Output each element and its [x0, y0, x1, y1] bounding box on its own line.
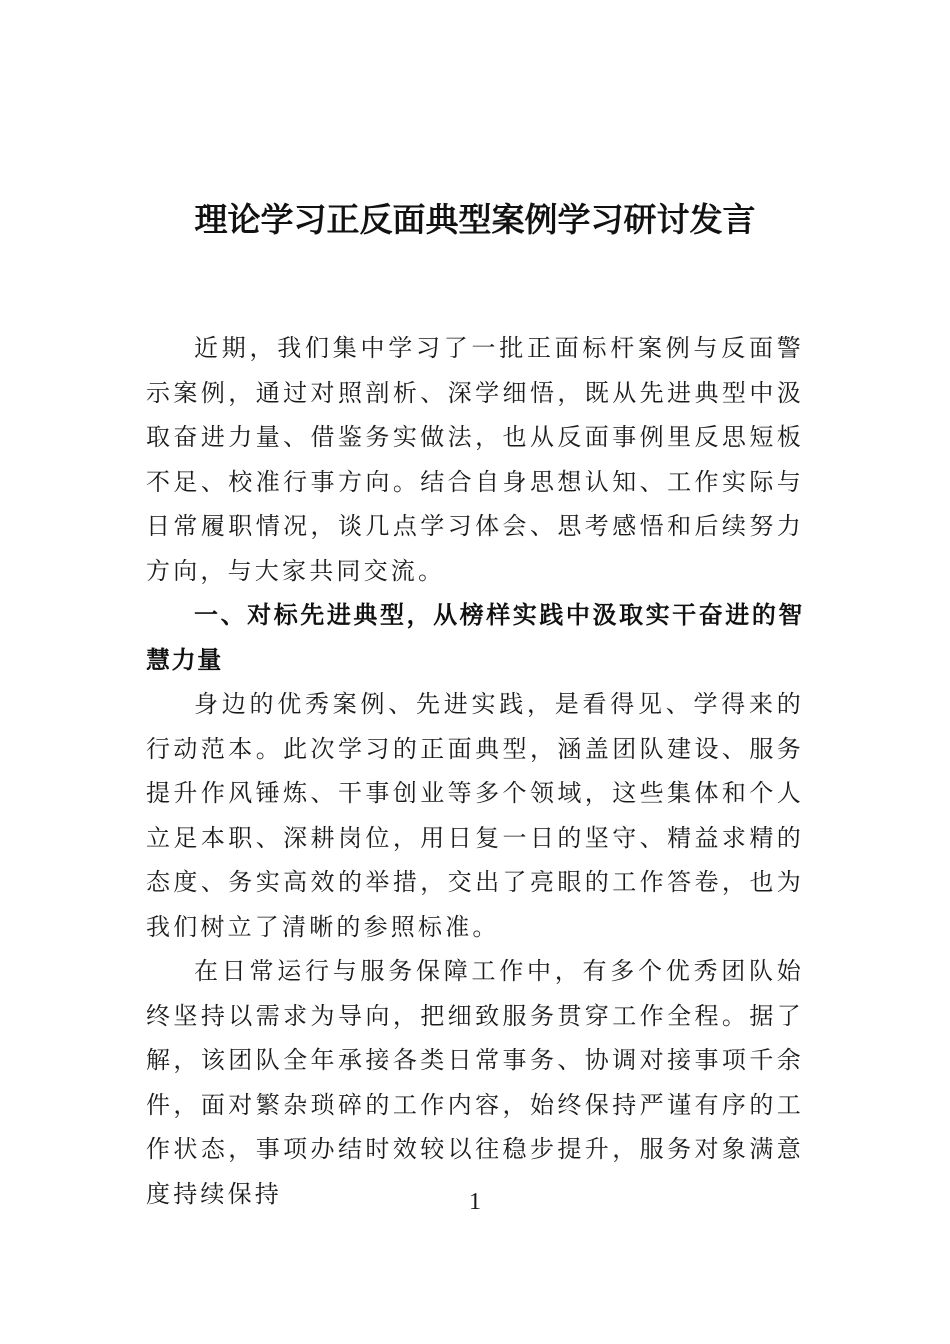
document-body — [146, 326, 804, 1216]
document-title: 理论学习正反面典型案例学习研讨发言 — [194, 200, 756, 239]
body-paragraph-2: 在日常运行与服务保障工作中，有多个优秀团队始终坚持以需求为导向，把细致服务贯穿工作全程。据了解，该团队全年承接各类日常事务、协调对接事项千余件，面对繁杂琐碎的工作内容，始终保持严谨有序的工作状态，事项办结时效较以往稳步提升，服务对象满意度持续保持 — [146, 957, 804, 1208]
body-paragraph-1: 身边的优秀案例、先进实践，是看得见、学得来的行动范本。此次学习的正面典型，涵盖团队建设、服务提升作风锤炼、干事创业等多个领域，这些集体和个人立足本职、深耕岗位，用日复一日的坚守、精益求精的态度、务实高效的举措，交出了亮眼的工作答卷，也为我们树立了清晰的参照标准。 — [146, 690, 804, 941]
intro-paragraph: 近期，我们集中学习了一批正面标杆案例与反面警示案例，通过对照剖析、深学细悟，既从先进典型中汲取奋进力量、借鉴务实做法，也从反面事例里反思短板不足、校准行事方向。结合自身思想认知、工作实际与日常履职情况，谈几点学习体会、思考感悟和后续努力方向，与大家共同交流。 — [146, 334, 804, 585]
page-number: 1 — [469, 1189, 481, 1215]
section-heading-1: 一、对标先进典型，从榜样实践中汲取实干奋进的智慧力量 — [146, 601, 804, 674]
